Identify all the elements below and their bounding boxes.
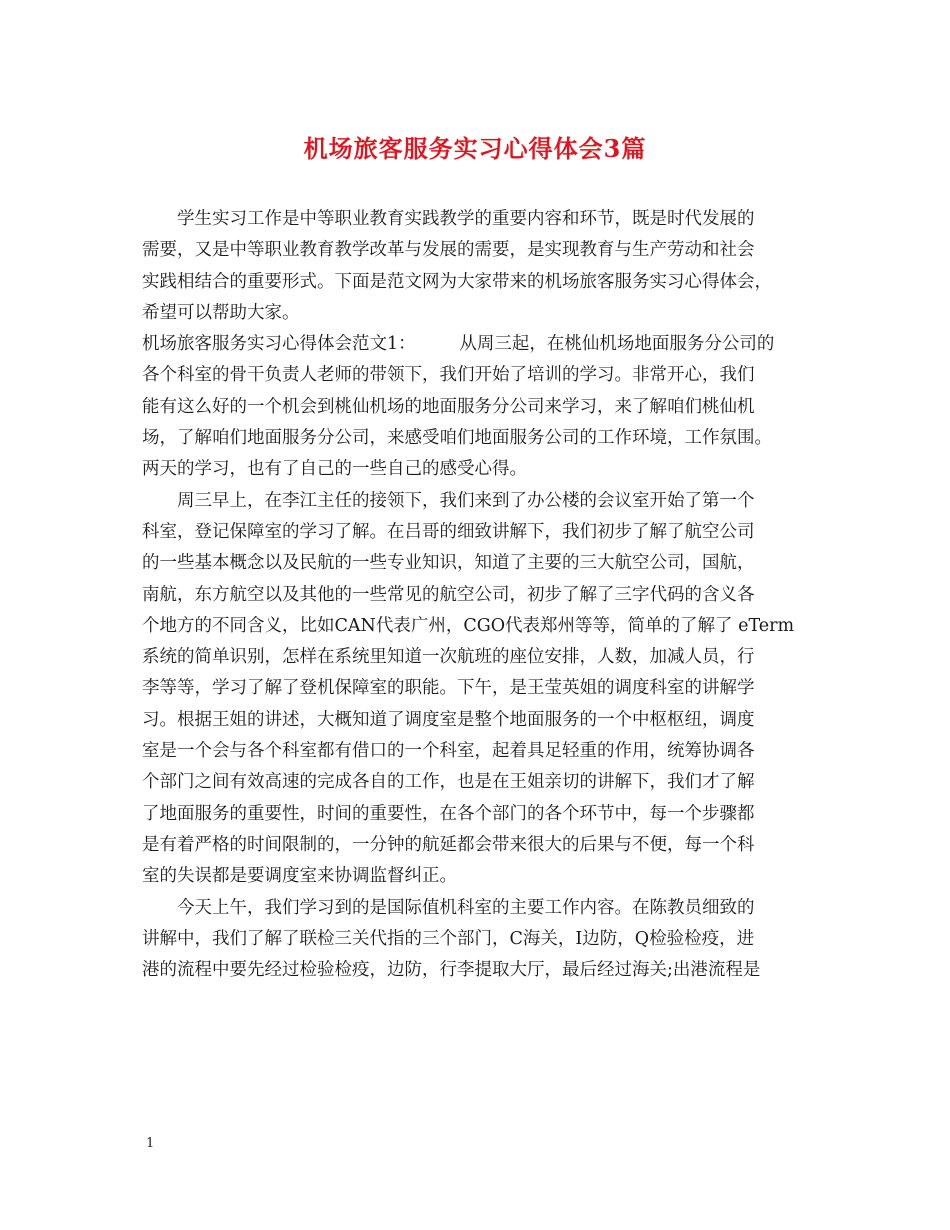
- page-number: 1: [146, 1136, 155, 1151]
- text-line: 李等等，学习了解了登机保障室的职能。下午，是王莹英姐的调度科室的讲解学: [142, 678, 755, 699]
- text-line: 两天的学习，也有了自己的一些自己的感受心得。: [142, 459, 527, 480]
- text-line: 科室，登记保障室的学习了解。在吕哥的细致讲解下，我们初步了解了航空公司: [142, 521, 755, 542]
- text-line: 系统的简单识别，怎样在系统里知道一次航班的座位安排，人数，加减人员，行: [142, 647, 755, 668]
- text-line: 室的失误都是要调度室来协调监督纠正。: [142, 866, 457, 887]
- text-line: 实践相结合的重要形式。下面是范文网为大家带来的机场旅客服务实习心得体会，: [142, 271, 772, 292]
- text-line: 是有着严格的时间限制的，一分钟的航延都会带来很大的后果与不便，每一个科: [142, 834, 755, 855]
- text-line: 机场旅客服务实习心得体会范文1： 从周三起，在桃仙机场地面服务分公司的: [142, 334, 775, 355]
- text-line: 了地面服务的重要性，时间的重要性，在各个部门的各个环节中，每一个步骤都: [142, 803, 755, 824]
- text-line: 个地方的不同含义，比如CAN代表广州，CGO代表郑州等等，简单的了解了 eTerm: [142, 615, 795, 636]
- text-line: 习。根据王姐的讲述，大概知道了调度室是整个地面服务的一个中枢枢纽，调度: [142, 709, 755, 730]
- text-line: 需要，又是中等职业教育教学改革与发展的需要，是实现教育与生产劳动和社会: [142, 240, 755, 261]
- text-line: 今天上午，我们学习到的是国际值机科室的主要工作内容。在陈教员细致的: [177, 897, 755, 918]
- text-line: 场，了解咱们地面服务分公司，来感受咱们地面服务公司的工作环境，工作氛围。: [142, 428, 772, 449]
- text-line: 周三早上，在李江主任的接领下，我们来到了办公楼的会议室开始了第一个: [177, 490, 755, 511]
- text-line: 希望可以帮助大家。: [142, 302, 300, 323]
- text-line: 讲解中，我们了解了联检三关代指的三个部门，C海关，I边防，Q检验检疫，进: [142, 928, 755, 949]
- text-line: 个部门之间有效高速的完成各自的工作，也是在王姐亲切的讲解下，我们才了解: [142, 772, 755, 793]
- text-line: 能有这么好的一个机会到桃仙机场的地面服务分公司来学习，来了解咱们桃仙机: [142, 396, 755, 417]
- text-line: 南航，东方航空以及其他的一些常见的航空公司，初步了解了三字代码的含义各: [142, 584, 755, 605]
- text-line: 学生实习工作是中等职业教育实践教学的重要内容和环节，既是时代发展的: [177, 209, 755, 229]
- document-title: 机场旅客服务实习心得体会3篇: [303, 134, 647, 163]
- document-body: [142, 204, 820, 986]
- text-line: 港的流程中要先经过检验检疫，边防，行李提取大厅，最后经过海关;出港流程是: [142, 960, 761, 981]
- text-line: 各个科室的骨干负责人老师的带领下，我们开始了培训的学习。非常开心，我们: [142, 365, 755, 386]
- text-line: 室是一个会与各个科室都有借口的一个科室，起着具足轻重的作用，统筹协调各: [142, 741, 755, 762]
- text-line: 的一些基本概念以及民航的一些专业知识，知道了主要的三大航空公司，国航，: [142, 553, 755, 574]
